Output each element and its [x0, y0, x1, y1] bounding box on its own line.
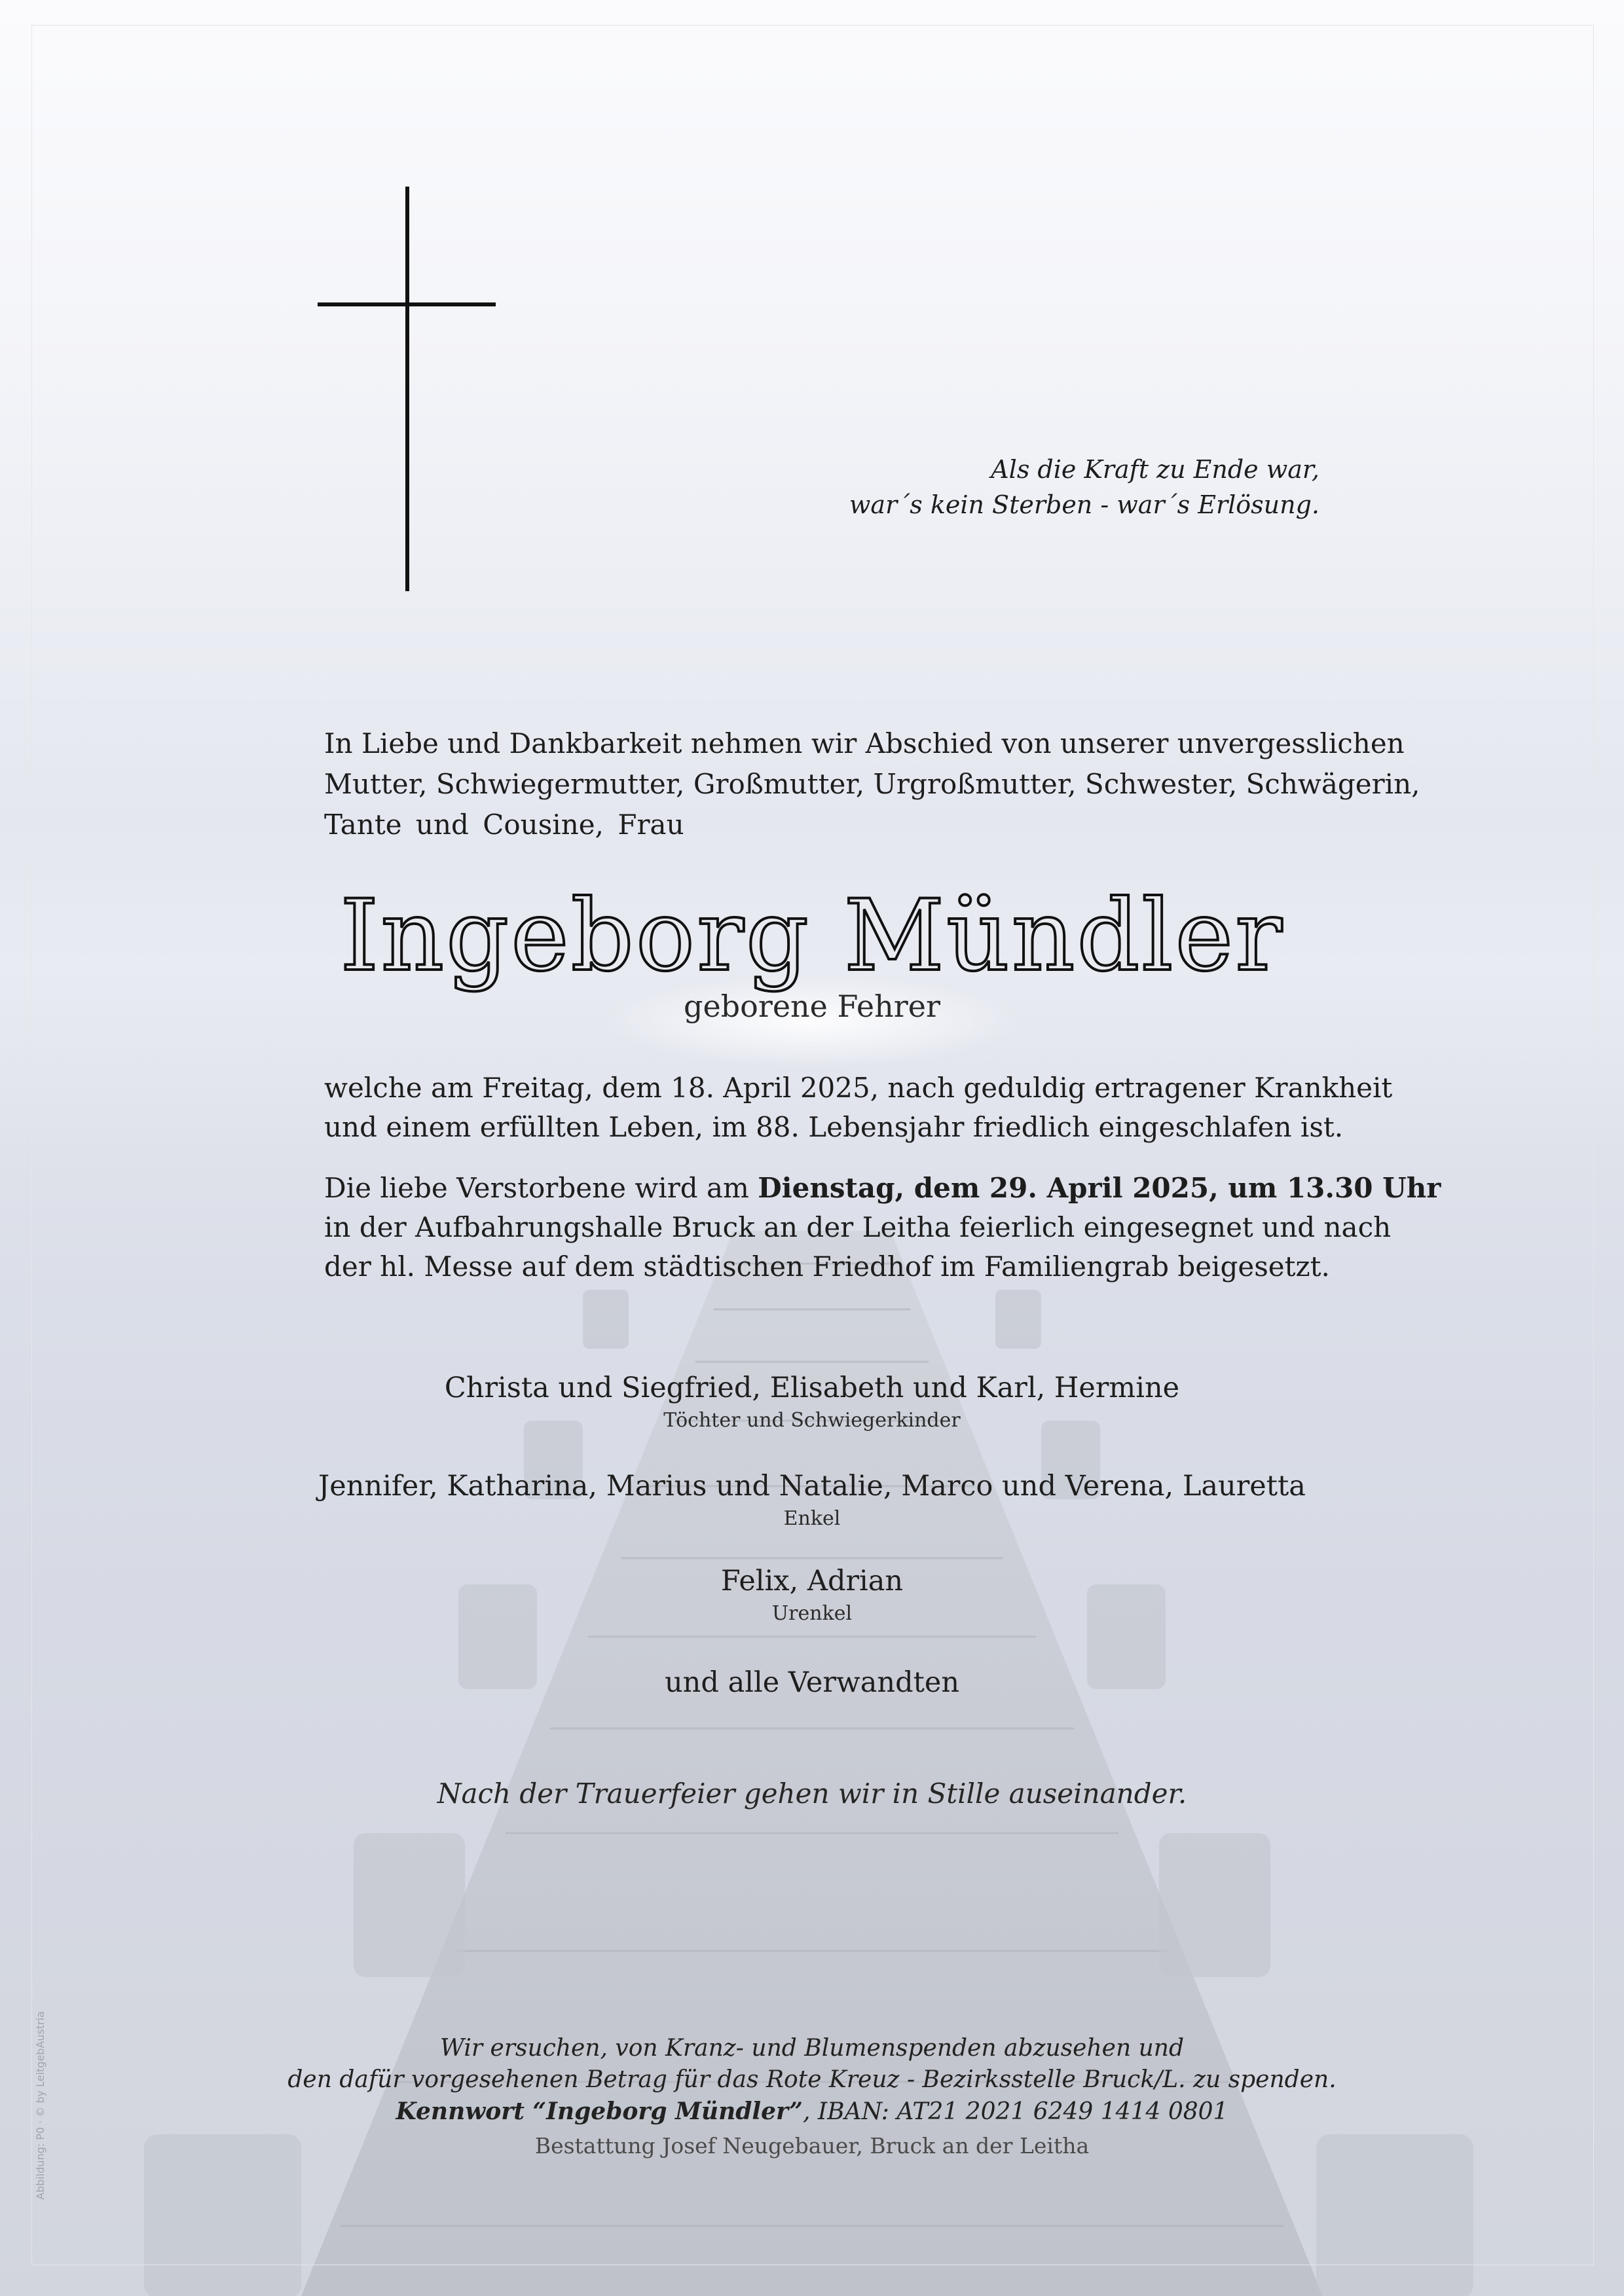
funeral-home: Bestattung Josef Neugebauer, Bruck an der Leitha — [534, 2133, 1090, 2159]
cross-icon — [405, 187, 409, 591]
family-role: Töchter und Schwiegerkinder — [663, 1409, 961, 1432]
death-notice-line: und einem erfüllten Leben, im 88. Lebensjahr friedlich eingeschlafen ist. — [324, 1111, 1344, 1143]
intro-line: In Liebe und Dankbarkeit nehmen wir Abschied von unserer unvergesslichen — [324, 727, 1405, 759]
donation-line: Wir ersuchen, von Kranz- und Blumenspenden abzusehen und — [439, 2035, 1184, 2062]
motto-quote — [849, 452, 1320, 522]
family-names: Felix, Adrian — [720, 1565, 904, 1597]
maiden-name: geborene Fehrer — [684, 989, 940, 1024]
intro-line: Tante und Cousine, Frau — [324, 809, 684, 841]
family-role: Enkel — [783, 1507, 841, 1530]
funeral-line: der hl. Messe auf dem städtischen Friedhof im Familiengrab beigesetzt. — [324, 1250, 1330, 1283]
funeral-line-text: Die liebe Verstorbene wird am — [324, 1172, 758, 1204]
donation-line — [0, 2096, 1624, 2128]
funeral-date-time: Dienstag, dem 29. April 2025, um 13.30 Uhr — [758, 1172, 1441, 1204]
funeral-line — [324, 1169, 1441, 1208]
family-names: und alle Verwandten — [664, 1666, 960, 1699]
funeral-details — [324, 1169, 1441, 1286]
family-group-daughters — [0, 1368, 1624, 1434]
family-names: Christa und Siegfried, Elisabeth und Karl, Hermine — [444, 1372, 1180, 1404]
family-role: Urenkel — [771, 1602, 853, 1625]
image-credit: Abbildung: P0 · © by LeitgebAustria — [34, 2011, 46, 2200]
family-group-grandchildren — [0, 1467, 1624, 1532]
death-notice — [324, 1068, 1393, 1147]
motto-line: Als die Kraft zu Ende war, — [991, 455, 1320, 484]
donation-iban: , IBAN: AT21 2021 6249 1414 0801 — [803, 2098, 1228, 2125]
death-notice-line: welche am Freitag, dem 18. April 2025, nach geduldig ertragener Krankheit — [324, 1072, 1393, 1104]
closing-note: Nach der Trauerfeier gehen wir in Stille auseinander. — [437, 1777, 1187, 1810]
intro-text — [324, 723, 1420, 845]
family-group-great-grandchildren — [0, 1561, 1624, 1627]
donation-line: den dafür vorgesehenen Betrag für das Rote Kreuz - Bezirksstelle Bruck/L. zu spenden. — [287, 2066, 1337, 2093]
funeral-line: in der Aufbahrungshalle Bruck an der Leitha feierlich eingesegnet und nach — [324, 1211, 1392, 1243]
donation-request — [0, 2033, 1624, 2128]
motto-line: war´s kein Sterben - war´s Erlösung. — [849, 490, 1320, 519]
family-group-relatives — [0, 1663, 1624, 1702]
intro-line: Mutter, Schwiegermutter, Großmutter, Urgroßmutter, Schwester, Schwägerin, — [324, 768, 1420, 800]
cross-icon-bar — [318, 302, 496, 306]
donation-keyword: Kennwort “Ingeborg Mündler” — [396, 2098, 803, 2125]
deceased-name: Ingeborg Mündler — [340, 879, 1284, 993]
family-names: Jennifer, Katharina, Marius und Natalie, Marco und Verena, Lauretta — [318, 1470, 1306, 1503]
